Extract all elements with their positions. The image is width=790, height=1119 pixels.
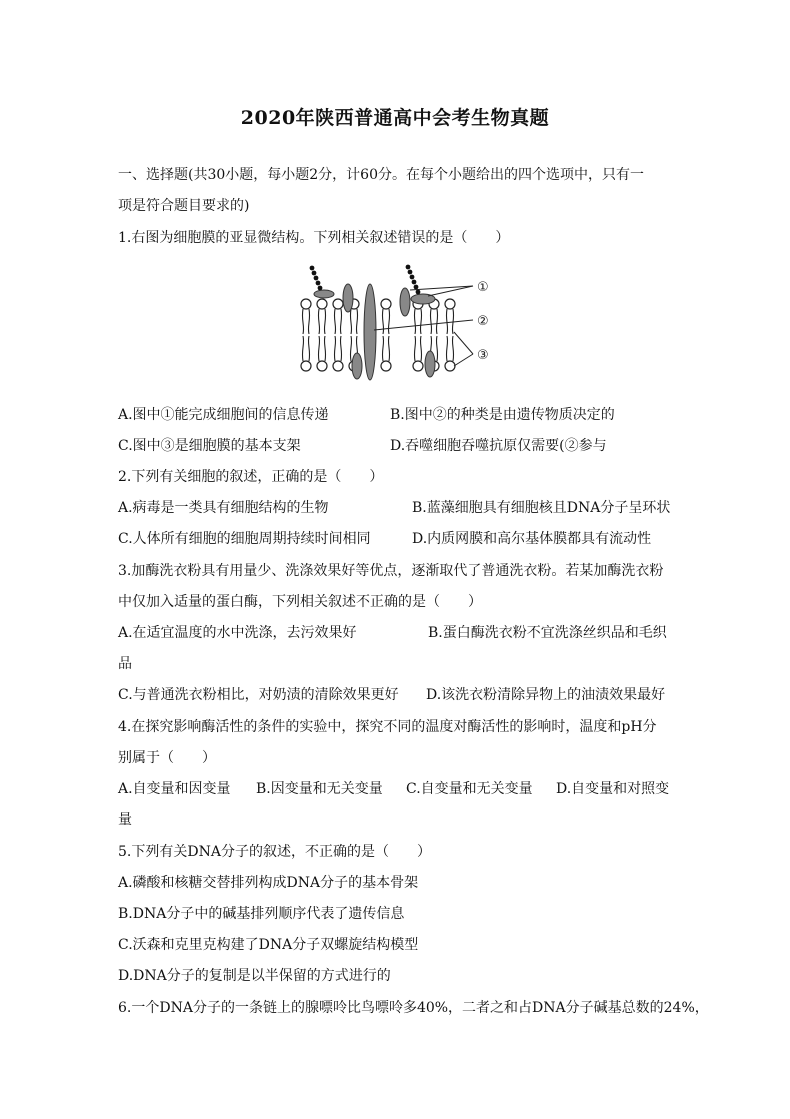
q3-option-b: B.蛋白酶洗衣粉不宜洗涤丝织品和毛织 [428, 625, 667, 641]
question-2-stem: 2.下列有关细胞的叙述，正确的是（ ） [118, 469, 384, 485]
question-6-stem: 6.一个DNA分子的一条链上的腺嘌呤比鸟嘌呤多40%，二者之和占DNA分子碱基总数的24%， [118, 1000, 709, 1016]
q5-option-d: D.DNA分子的复制是以半保留的方式进行的 [118, 968, 391, 984]
figure-label-1: ① [477, 280, 489, 295]
page-title: 2020年陕西普通高中会考生物真题 [240, 107, 550, 129]
q4-option-b: B.因变量和无关变量 [256, 781, 383, 797]
q1-option-a: A.图中①能完成细胞间的信息传递 [118, 407, 329, 423]
question-5-stem: 5.下列有关DNA分子的叙述，不正确的是（ ） [118, 844, 431, 860]
section-header-line-2: 项是符合题目要求的) [118, 198, 250, 214]
q4-option-c: C.自变量和无关变量 [406, 781, 533, 797]
q4-option-d: D.自变量和对照变 [556, 781, 670, 797]
question-4-stem-line-2: 别属于（ ） [118, 750, 216, 766]
question-3-stem-line-1: 3.加酶洗衣粉具有用量少、洗涤效果好等优点，逐渐取代了普通洗衣粉。若某加酶洗衣粉 [118, 563, 664, 579]
q2-option-b: B.蓝藻细胞具有细胞核且DNA分子呈环状 [412, 500, 671, 516]
question-1-stem: 1.右图为细胞膜的亚显微结构。下列相关叙述错误的是（ ） [118, 230, 510, 246]
q5-option-a: A.磷酸和核糖交替排列构成DNA分子的基本骨架 [118, 875, 419, 891]
q4-option-d-continued: 量 [118, 812, 132, 828]
q5-option-b: B.DNA分子中的碱基排列顺序代表了遗传信息 [118, 906, 405, 922]
figure-label-2: ② [477, 314, 489, 329]
q2-option-d: D.内质网膜和高尔基体膜都具有流动性 [412, 531, 652, 547]
q1-option-d: D.吞噬细胞吞噬抗原仅需要(②参与 [390, 438, 607, 454]
q3-option-a: A.在适宜温度的水中洗涤，去污效果好 [118, 625, 357, 641]
q3-option-b-continued: 品 [118, 656, 132, 672]
cell-membrane-diagram [296, 262, 496, 388]
q1-option-c: C.图中③是细胞膜的基本支架 [118, 438, 301, 454]
question-3-stem-line-2: 中仅加入适量的蛋白酶，下列相关叙述不正确的是（ ） [118, 594, 482, 610]
figure-label-3: ③ [477, 348, 489, 363]
q1-option-b: B.图中②的种类是由遗传物质决定的 [390, 407, 615, 423]
q4-option-a: A.自变量和因变量 [118, 781, 231, 797]
q2-option-c: C.人体所有细胞的细胞周期持续时间相同 [118, 531, 371, 547]
section-header-line-1: 一、选择题(共30小题，每小题2分，计60分。在每个小题给出的四个选项中，只有一 [118, 167, 644, 183]
q3-option-c: C.与普通洗衣粉相比，对奶渍的清除效果更好 [118, 687, 399, 703]
q3-option-d: D.该洗衣粉清除异物上的油渍效果最好 [426, 687, 666, 703]
question-4-stem-line-1: 4.在探究影响酶活性的条件的实验中，探究不同的温度对酶活性的影响时，温度和pH分 [118, 719, 657, 735]
q5-option-c: C.沃森和克里克构建了DNA分子双螺旋结构模型 [118, 937, 419, 953]
q2-option-a: A.病毒是一类具有细胞结构的生物 [118, 500, 329, 516]
